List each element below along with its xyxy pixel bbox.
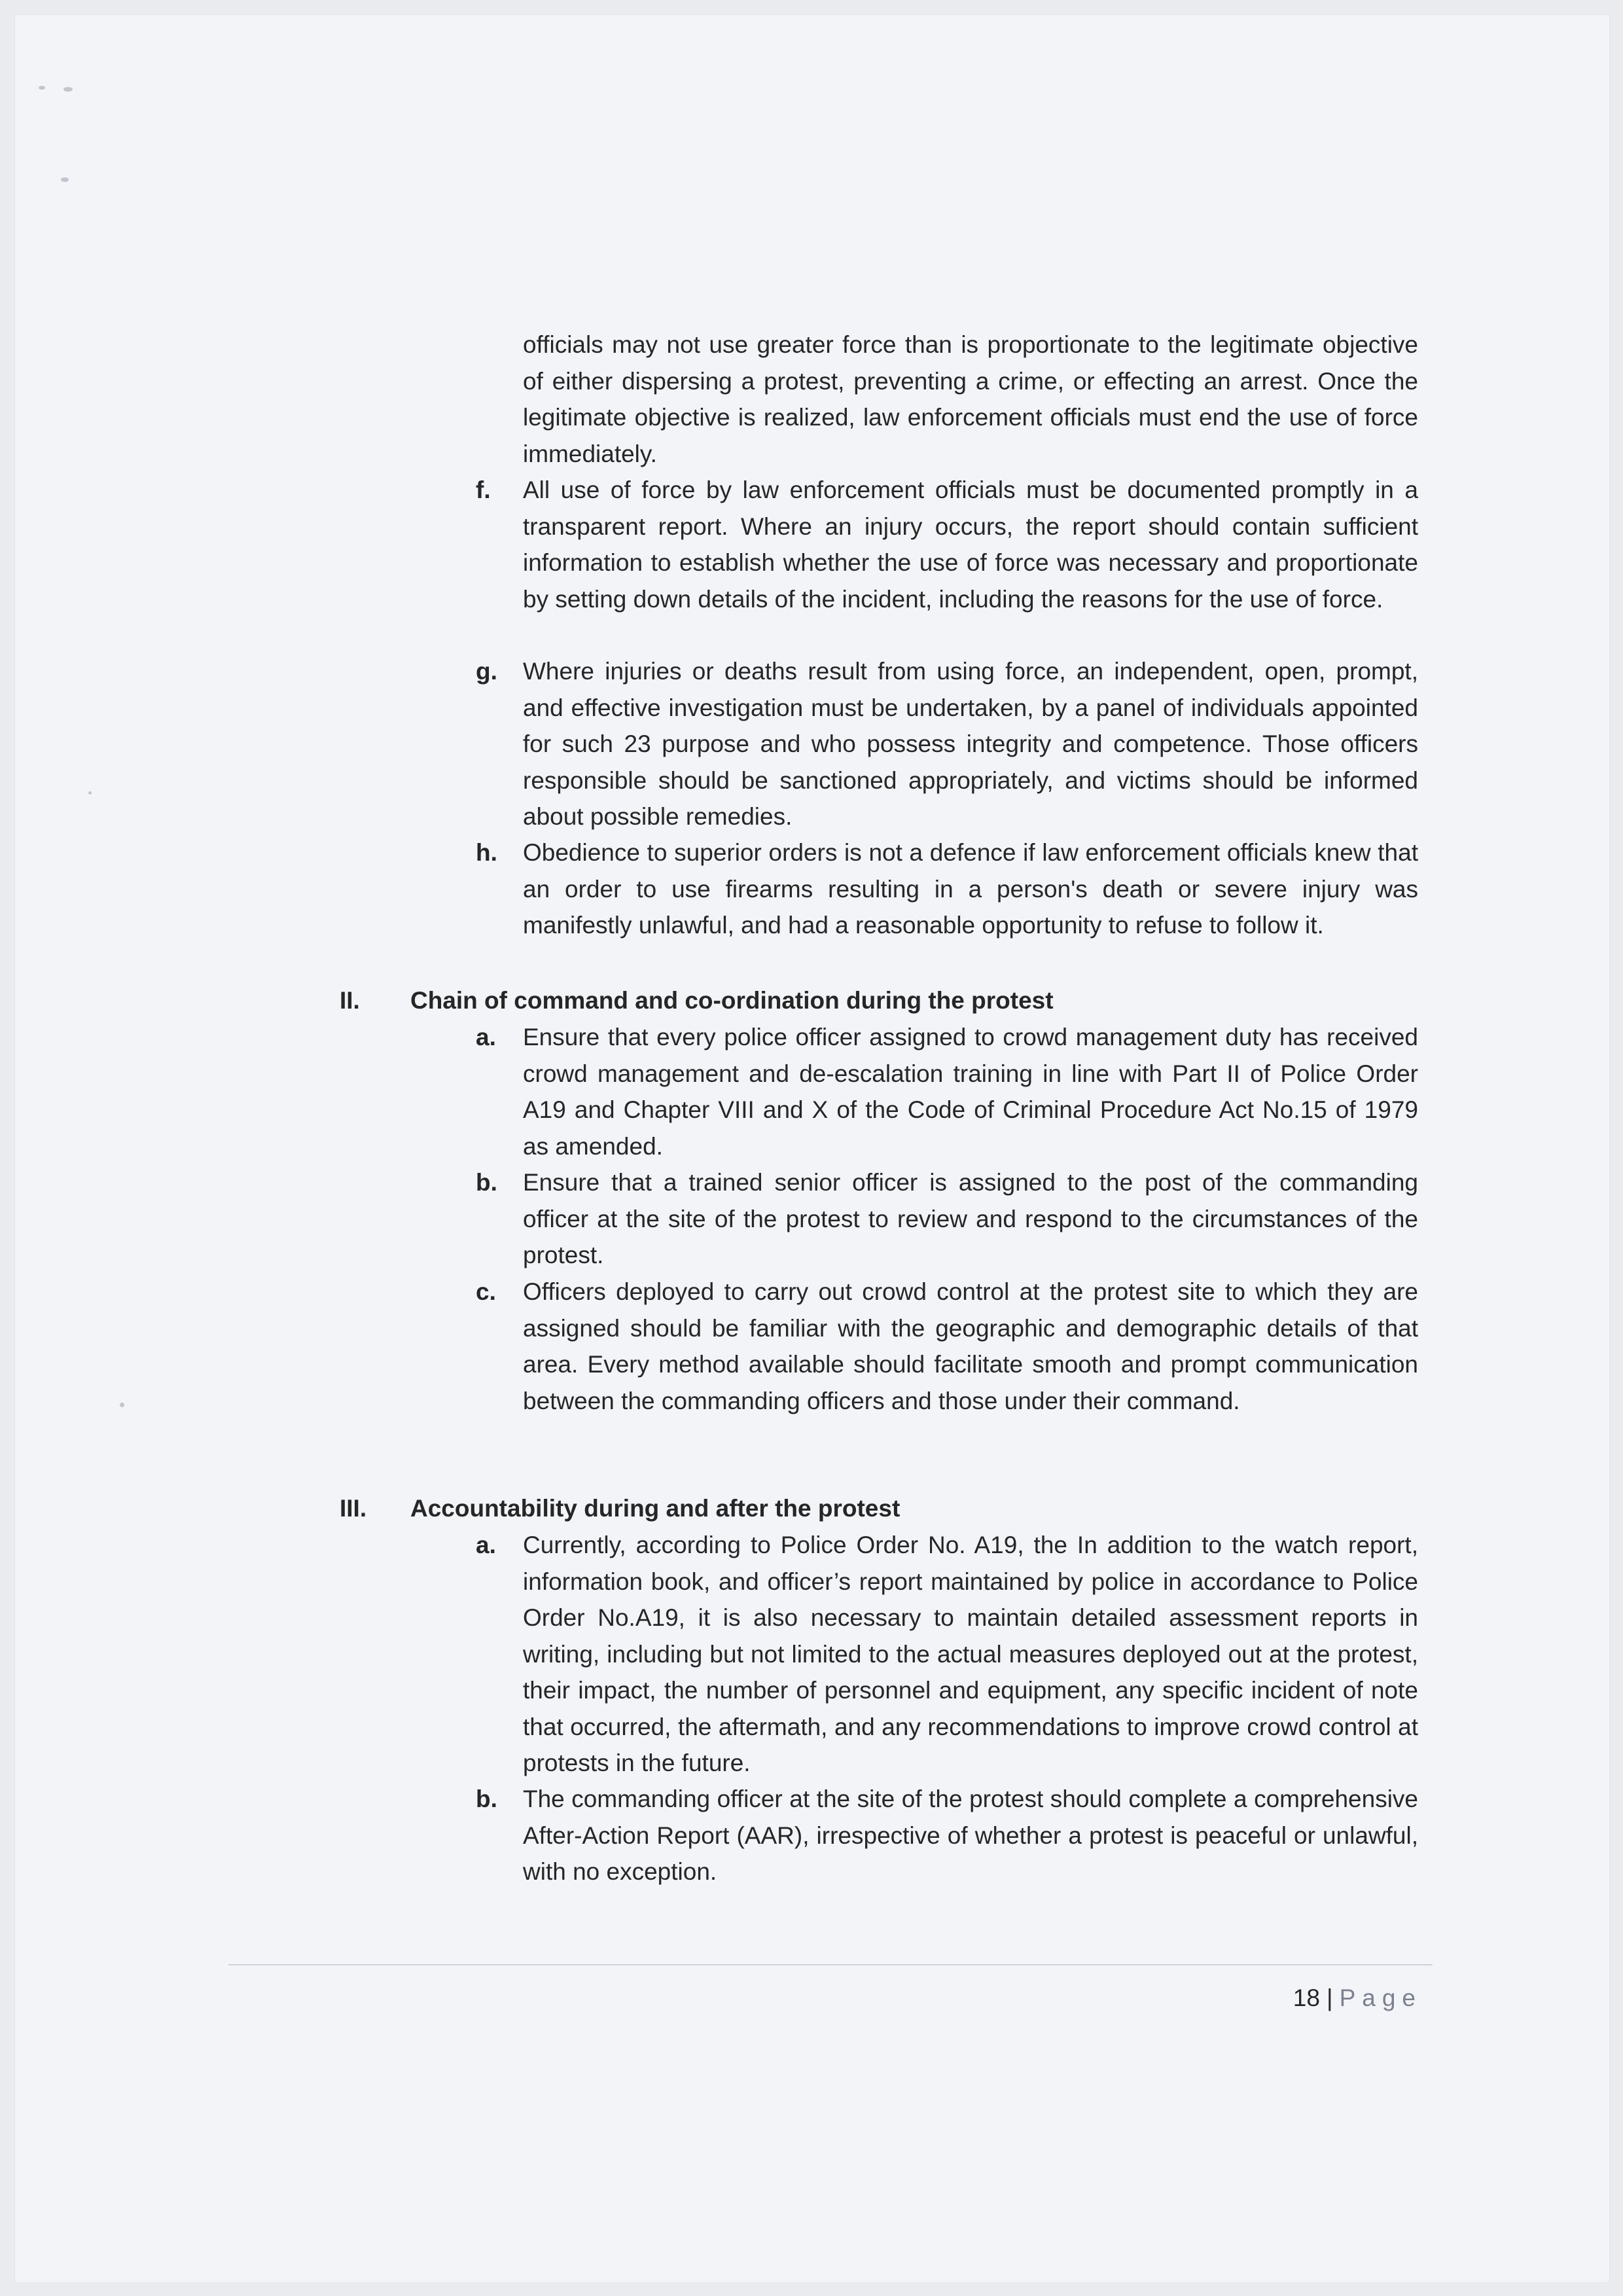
list-marker: h. bbox=[476, 839, 497, 866]
list-item-h bbox=[476, 834, 1418, 944]
section-number: II. bbox=[340, 987, 360, 1014]
list-item-a bbox=[476, 1527, 1418, 1782]
page-word: Page bbox=[1339, 1984, 1422, 2011]
list-item-c bbox=[476, 1274, 1418, 1419]
list-item-text: Where injuries or deaths result from using force, an independent, open, prompt, and effective investigation must be undertaken, by a panel of individuals appointed for such 23 purpose and who possess integrity and competence. Those officers responsible should be sanctioned appropriately, and victims should be informed about possible remedies. bbox=[523, 658, 1418, 830]
list-item-text: The commanding officer at the site of the protest should complete a comprehensive After-Action Report (AAR), irrespective of whether a protest is peaceful or unlawful, with no exception. bbox=[523, 1785, 1418, 1885]
list-item-f bbox=[476, 472, 1418, 617]
scan-speck bbox=[63, 87, 73, 92]
list-item-g bbox=[476, 653, 1418, 835]
section-heading: Accountability during and after the protest bbox=[410, 1495, 901, 1522]
list-marker: c. bbox=[476, 1278, 496, 1305]
continuation-paragraph bbox=[523, 327, 1418, 472]
list-item-text: Obedience to superior orders is not a defence if law enforcement officials knew that an order to use firearms resulting in a person's death or severe injury was manifestly unlawful, and had a reasonable opportunity to refuse to follow it. bbox=[523, 839, 1418, 939]
footer-divider bbox=[228, 1964, 1433, 1965]
list-item-text: Officers deployed to carry out crowd control at the protest site to which they are assigned should be familiar with the geographic and demographic details of that area. Every method available should facilitate smooth and prompt communication between the commanding officers and those under their command. bbox=[523, 1278, 1418, 1414]
list-marker: a. bbox=[476, 1532, 496, 1558]
list-item-b bbox=[476, 1781, 1418, 1890]
page-separator: | bbox=[1326, 1984, 1333, 2011]
list-marker: b. bbox=[476, 1785, 497, 1812]
paragraph-text: officials may not use greater force than is proportionate to the legitimate objective of either dispersing a protest, preventing a crime, or effecting an arrest. Once the legitimate objective is realized, law enforcement officials must end the use of force immediately. bbox=[523, 331, 1418, 467]
page-number-footer bbox=[1265, 1980, 1422, 2016]
list-marker: b. bbox=[476, 1169, 497, 1196]
list-item-text: Currently, according to Police Order No. A19, the In addition to the watch report, information book, and officer’s report maintained by police in accordance to Police Order No.A19, it is also necessary to maintain detailed assessment reports in writing, including but not limited to the actual measures deployed out at the protest, their impact, the number of personnel and equipment, any specific incident of note that occurred, the aftermath, and any recommendations to improve crowd control at protests in the future. bbox=[523, 1532, 1418, 1776]
list-item-a bbox=[476, 1019, 1418, 1164]
list-marker: a. bbox=[476, 1024, 496, 1050]
section-heading: Chain of command and co-ordination during the protest bbox=[410, 987, 1054, 1014]
scan-speck bbox=[88, 791, 92, 795]
list-item-b bbox=[476, 1164, 1418, 1274]
section-number: III. bbox=[340, 1495, 367, 1522]
document-page bbox=[14, 14, 1610, 2283]
page-number: 18 bbox=[1293, 1984, 1320, 2011]
scan-speck bbox=[39, 86, 45, 90]
page-content bbox=[15, 15, 1609, 2282]
list-marker: f. bbox=[476, 476, 491, 503]
list-marker: g. bbox=[476, 658, 497, 685]
scan-speck bbox=[61, 177, 69, 182]
list-item-text: All use of force by law enforcement officials must be documented promptly in a transparent report. Where an injury occurs, the report should contain sufficient information to establish whether the use of force was necessary and proportionate by setting down details of the incident, including the reasons for the use of force. bbox=[523, 476, 1418, 613]
list-item-text: Ensure that every police officer assigned to crowd management duty has received crowd management and de-escalation training in line with Part II of Police Order A19 and Chapter VIII and X of the Code of Criminal Procedure Act No.15 of 1979 as amended. bbox=[523, 1024, 1418, 1160]
list-item-text: Ensure that a trained senior officer is assigned to the post of the commanding officer at the site of the protest to review and respond to the circumstances of the protest. bbox=[523, 1169, 1418, 1268]
scan-speck bbox=[120, 1403, 124, 1407]
